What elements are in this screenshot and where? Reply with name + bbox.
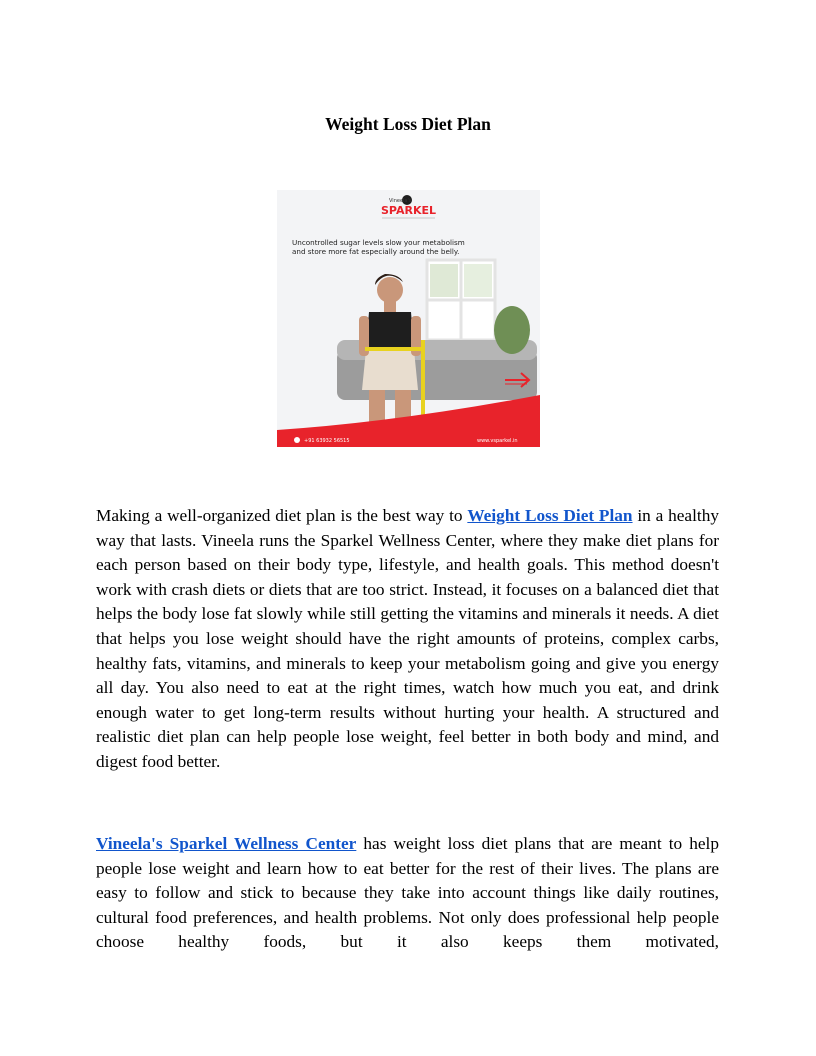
page-title: Weight Loss Diet Plan [325, 114, 491, 134]
weight-loss-diet-plan-link[interactable]: Weight Loss Diet Plan [467, 506, 633, 525]
image-headline-2: and store more fat especially around the belly. [292, 247, 460, 256]
logo-small-text: Vineela's [389, 198, 412, 204]
promo-image [277, 190, 540, 447]
image-website: www.vsparkel.in [477, 438, 518, 444]
paragraph-intro [96, 504, 719, 775]
paragraph-intro-before: Making a well-organized diet plan is the best way to [96, 506, 468, 525]
logo-text: SPARKEL [380, 204, 437, 217]
image-headline-1: Uncontrolled sugar levels slow your metabolism [292, 238, 465, 247]
paragraph-center [96, 832, 719, 955]
paragraph-intro-after: in a healthy way that lasts. Vineela runs the Sparkel Wellness Center, where they make diet plans for each person based on their body type, lifestyle, and health goals. This method doesn't work with crash diets or diets that are too strict. Instead, it focuses on a balanced diet that helps the body lose fat slowly while still getting the vitamins and minerals it needs. A diet that helps you lose weight should have the right amounts of proteins, complex carbs, healthy fats, vitamins, and minerals to keep your metabolism going and give you energy all day. You also need to eat at the right times, watch how much you eat, and drink enough water to get long-term results without hurting your health. A structured and realistic diet plan can help people lose weight, feel better in both body and mind, and digest food better. [96, 506, 719, 771]
image-phone: +91 63932 56515 [304, 438, 350, 444]
sparkel-wellness-center-link[interactable]: Vineela's Sparkel Wellness Center [96, 834, 357, 853]
paragraph-center-after: has weight loss diet plans that are meant to help people lose weight and learn how to eat better for the rest of their lives. The plans are easy to follow and stick to because they take into account things like daily routines, cultural food preferences, and health problems. Not only does professional help people choose healthy foods, but it also keeps them motivated, [96, 834, 719, 952]
